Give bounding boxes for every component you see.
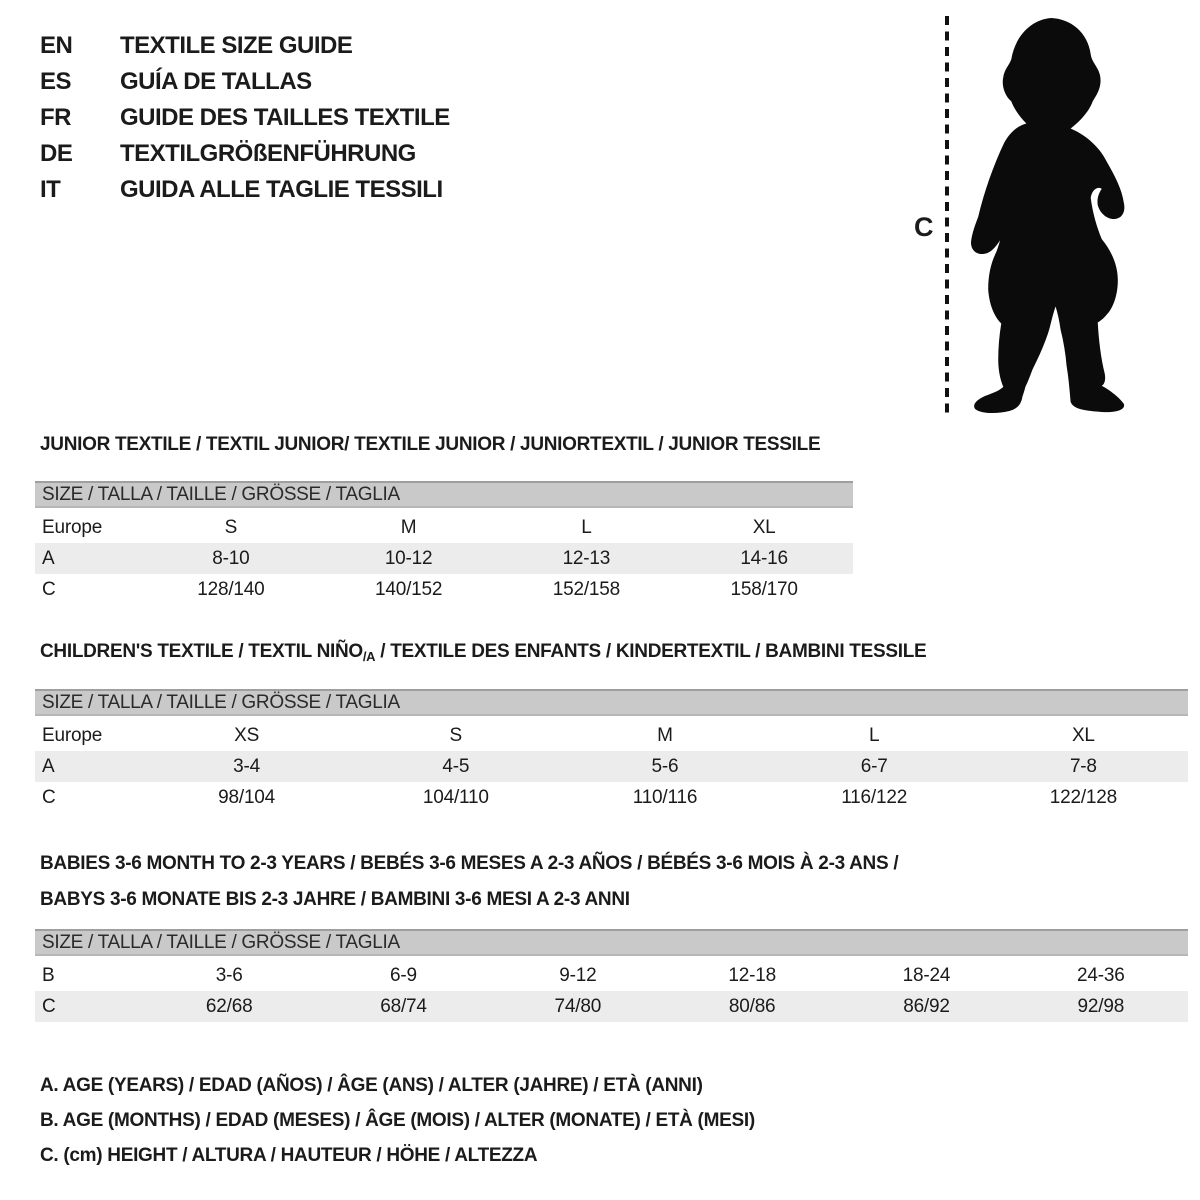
language-list	[40, 28, 450, 208]
junior-size-table	[35, 481, 853, 605]
size-cell: 158/170	[730, 578, 798, 600]
size-cell: 116/122	[841, 786, 908, 808]
language-title: TEXTILE SIZE GUIDE	[120, 32, 353, 59]
table-row	[35, 751, 1188, 782]
row-label-cell: C	[42, 786, 56, 808]
size-cell: 24-36	[1077, 964, 1125, 986]
size-cell: 152/158	[552, 578, 621, 600]
size-cell: S	[224, 516, 238, 538]
size-cell: XL	[1071, 724, 1095, 746]
size-cell: M	[400, 516, 417, 538]
language-code: EN	[40, 32, 73, 59]
row-label-cell: Europe	[42, 516, 103, 538]
table-row	[35, 720, 1188, 751]
size-cell: 68/74	[380, 995, 427, 1017]
section-heading-children	[40, 641, 926, 664]
size-cell: 62/68	[205, 995, 253, 1017]
language-code: FR	[40, 104, 71, 131]
size-cell: M	[657, 724, 673, 746]
size-cell: 14-16	[740, 547, 788, 569]
height-dashed-line	[942, 14, 952, 420]
size-cell: 98/104	[218, 786, 276, 808]
table-row	[35, 991, 1188, 1022]
size-cell: 5-6	[651, 755, 679, 777]
row-label-cell: A	[42, 547, 55, 569]
size-cell: L	[581, 516, 592, 538]
size-cell: L	[868, 724, 880, 746]
size-header-bar: SIZE / TALLA / TAILLE / GRÖSSE / TAGLIA	[35, 689, 1188, 716]
row-label-cell: Europe	[42, 724, 103, 746]
size-cell: 12-18	[728, 964, 776, 986]
table-row	[35, 574, 853, 605]
table-row	[35, 512, 853, 543]
language-code: DE	[40, 140, 73, 167]
table-row	[35, 960, 1188, 991]
size-cell: 4-5	[442, 755, 470, 777]
size-cell: 140/152	[374, 578, 443, 600]
size-cell: 9-12	[559, 964, 597, 986]
size-cell: 18-24	[902, 964, 951, 986]
toddler-silhouette	[963, 16, 1139, 418]
size-cell: 12-13	[562, 547, 611, 569]
babies-size-table	[35, 929, 1188, 1022]
size-cell: 110/116	[632, 786, 698, 808]
height-label: C	[914, 212, 933, 242]
language-code: ES	[40, 68, 72, 95]
size-cell: 6-7	[860, 755, 888, 777]
size-cell: 10-12	[384, 547, 433, 569]
heading-subscript: /A	[362, 649, 376, 664]
children-size-table	[35, 689, 1188, 813]
size-cell: 3-4	[233, 755, 261, 777]
size-header-bar: SIZE / TALLA / TAILLE / GRÖSSE / TAGLIA	[35, 929, 1188, 956]
language-title: GUIDE DES TAILLES TEXTILE	[120, 104, 450, 131]
language-code: IT	[40, 176, 61, 203]
size-cell: 3-6	[215, 964, 243, 986]
size-cell: 8-10	[212, 547, 250, 569]
language-title: GUIDA ALLE TAGLIE TESSILI	[120, 176, 443, 203]
section-heading-babies	[40, 846, 898, 918]
size-header-bar: SIZE / TALLA / TAILLE / GRÖSSE / TAGLIA	[35, 481, 853, 508]
size-cell: XL	[752, 516, 776, 538]
legend-line-c: C. (cm) HEIGHT / ALTURA / HAUTEUR / HÖHE / ALTEZZA	[40, 1145, 538, 1166]
table-row	[35, 543, 853, 574]
row-label-cell: C	[42, 578, 56, 600]
language-title: TEXTILGRÖßENFÜHRUNG	[120, 140, 416, 167]
heading-text: / TEXTILE DES ENFANTS / KINDERTEXTIL / BAMBINI TESSILE	[375, 641, 927, 662]
row-label-cell: A	[42, 755, 55, 777]
heading-line-1: BABIES 3-6 MONTH TO 2-3 YEARS / BEBÉS 3-6 MESES A 2-3 AÑOS / BÉBÉS 3-6 MOIS À 2-3 ANS /	[40, 853, 899, 874]
size-cell: 92/98	[1077, 995, 1125, 1017]
size-cell: 122/128	[1049, 786, 1118, 808]
legend	[40, 1068, 755, 1173]
size-cell: 74/80	[554, 995, 602, 1017]
size-cell: XS	[234, 724, 260, 746]
size-cell: 80/86	[728, 995, 776, 1017]
row-label-cell: C	[42, 995, 56, 1017]
size-cell: 128/140	[197, 578, 265, 600]
size-cell: S	[449, 724, 463, 746]
row-label-cell: B	[42, 964, 55, 986]
legend-line-a: A. AGE (YEARS) / EDAD (AÑOS) / ÂGE (ANS) / ALTER (JAHRE) / ETÀ (ANNI)	[40, 1075, 703, 1096]
section-heading-junior: JUNIOR TEXTILE / TEXTIL JUNIOR/ TEXTILE JUNIOR / JUNIORTEXTIL / JUNIOR TESSILE	[40, 434, 821, 455]
language-title: GUÍA DE TALLAS	[120, 68, 312, 95]
size-cell: 7-8	[1069, 755, 1097, 777]
heading-text: CHILDREN'S TEXTILE / TEXTIL NIÑO	[40, 641, 363, 662]
heading-line-2: BABYS 3-6 MONATE BIS 2-3 JAHRE / BAMBINI 3-6 MESI A 2-3 ANNI	[40, 889, 630, 910]
size-cell: 104/110	[422, 786, 489, 808]
table-row	[35, 782, 1188, 813]
legend-line-b: B. AGE (MONTHS) / EDAD (MESES) / ÂGE (MOIS) / ALTER (MONATE) / ETÀ (MESI)	[40, 1110, 755, 1131]
size-cell: 86/92	[903, 995, 950, 1017]
size-cell: 6-9	[390, 964, 417, 986]
